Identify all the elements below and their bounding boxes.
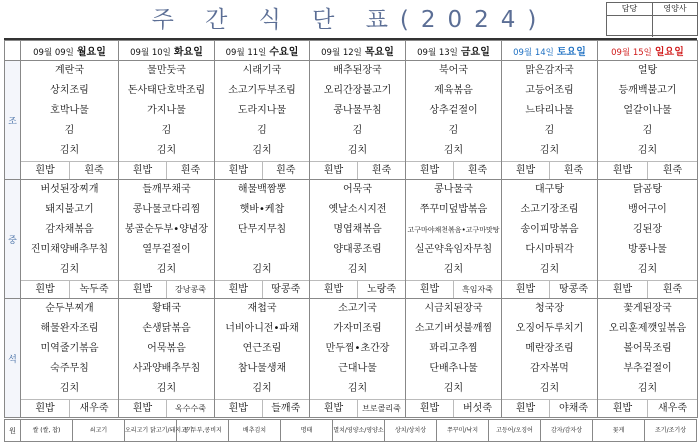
dish-item: 호박나물 xyxy=(50,105,89,116)
day-weekday: 금요일 xyxy=(460,47,490,58)
origin-cell: 쇠고기 xyxy=(73,420,125,442)
dish-item: 김치 xyxy=(347,264,368,275)
dish-item: 김치 xyxy=(539,264,560,275)
rice-item: 흰밥 xyxy=(228,403,248,414)
origin-cell: 명태 xyxy=(281,420,333,442)
menu-cell xyxy=(502,299,598,418)
dish-item: 감자볶먹 xyxy=(530,363,569,374)
dish-item: 북어국 xyxy=(439,65,468,76)
approval-signature-dietitian xyxy=(652,15,697,37)
rice-porridge-row xyxy=(119,280,214,298)
dish-item: 김치 xyxy=(347,145,368,156)
origin-cell: 멸치/영양소/영양소 xyxy=(333,420,385,442)
day-weekday: 일요일 xyxy=(654,47,684,58)
dish-item: 등깨백불고기 xyxy=(618,85,677,96)
dish-item: 볼어묵조림 xyxy=(623,343,672,354)
porridge-item: 야채죽 xyxy=(549,400,597,417)
dish-item: 김치 xyxy=(59,264,80,275)
rice-item: 흰밥 xyxy=(228,284,248,295)
rice-porridge-row xyxy=(406,280,501,298)
menu-cell xyxy=(310,61,406,180)
day-date: 09월 11일 xyxy=(225,48,267,58)
menu-cell xyxy=(502,61,598,180)
origin-cell: 고등어/오징어 xyxy=(489,420,541,442)
menu-cell xyxy=(502,180,598,299)
dish-item: 소고기두부조림 xyxy=(228,85,296,96)
menu-cell xyxy=(21,180,119,299)
dish-item: 제육볶음 xyxy=(434,85,473,96)
rice-item: 흰밥 xyxy=(419,165,440,176)
menu-cell xyxy=(406,61,502,180)
rice-porridge-row xyxy=(119,399,214,417)
dish-item: 고등어조림 xyxy=(525,85,574,96)
dish-item: 청국장 xyxy=(535,303,564,314)
porridge-item: 흰죽 xyxy=(549,162,597,179)
rice-porridge-row xyxy=(502,399,597,417)
rice-item: 흰밥 xyxy=(612,165,633,176)
rice-item: 흰밥 xyxy=(515,165,536,176)
day-date: 09월 10일 xyxy=(130,48,171,58)
rice-item: 흰밥 xyxy=(35,165,55,176)
dish-item: 진미채양배추무침 xyxy=(30,244,109,255)
dish-item: 손생닭볶음 xyxy=(142,323,191,334)
dish-item: 상추겉절이 xyxy=(429,105,478,116)
dish-item: 김치 xyxy=(156,145,177,156)
dish-item: 소고기장조림 xyxy=(520,204,579,215)
porridge-item: 노랑죽 xyxy=(357,281,405,298)
rice-porridge-row xyxy=(21,161,118,179)
dish-item: 김 xyxy=(544,125,555,136)
origin-cell: 쭈꾸미/낙지 xyxy=(437,420,489,442)
origin-label: 원 xyxy=(5,420,21,442)
dish-item: 꽃게된장국 xyxy=(623,303,672,314)
dish-item: 감자채볶음 xyxy=(45,224,94,235)
dish-item: 콩나물국 xyxy=(434,184,473,195)
dish-item: 김치 xyxy=(637,145,658,156)
dish-item: 방풍나물 xyxy=(628,244,667,255)
dish-item: 대구탕 xyxy=(535,184,564,195)
menu-cell xyxy=(21,299,119,418)
rice-item: 흰밥 xyxy=(228,165,248,176)
rice-porridge-row xyxy=(21,399,118,417)
menu-cell xyxy=(215,180,310,299)
meal-label: 석 xyxy=(5,299,21,418)
dish-item: 숙주무침 xyxy=(50,363,89,374)
dish-item: 김 xyxy=(642,125,653,136)
porridge-item: 새우죽 xyxy=(647,400,697,417)
rice-porridge-row xyxy=(310,399,405,417)
menu-cell xyxy=(598,61,698,180)
day-header-6 xyxy=(598,41,698,61)
dish-item: 오리간장불고기 xyxy=(323,85,392,96)
dish-item: 꽈리고추찜 xyxy=(429,343,478,354)
menu-cell xyxy=(310,180,406,299)
dish-item: 미역줄기볶음 xyxy=(40,343,99,354)
dish-item: 봉골순두부•양념장 xyxy=(124,224,209,235)
rice-item: 흰밥 xyxy=(35,403,55,414)
dish-item: 김치 xyxy=(539,145,560,156)
dish-item: 다시마튀각 xyxy=(525,244,574,255)
day-date: 09월 15일 xyxy=(611,48,652,58)
origin-cell: 조기/조기상 xyxy=(645,420,697,442)
porridge-item: 버섯죽 xyxy=(453,400,501,417)
dish-item: 참나물생채 xyxy=(237,363,287,374)
porridge-item: 들깨죽 xyxy=(262,400,310,417)
origin-cell: 쌀 (쌀, 찹) xyxy=(21,420,73,442)
day-header-2 xyxy=(215,41,310,61)
dish-item: 김치 xyxy=(59,145,80,156)
dish-item: 해물완자조림 xyxy=(40,323,99,334)
menu-cell xyxy=(598,180,698,299)
dish-item: 김치 xyxy=(347,383,368,394)
menu-cell xyxy=(598,299,698,418)
origin-cell: 감자/감자상 xyxy=(541,420,593,442)
dish-item: 부추겉절이 xyxy=(623,363,672,374)
day-header-5 xyxy=(502,41,598,61)
approval-label-staff: 담당 xyxy=(621,4,638,13)
porridge-item: 흰죽 xyxy=(69,162,118,179)
porridge-item: 땅콩죽 xyxy=(549,281,597,298)
porridge-item: 흰죽 xyxy=(453,162,501,179)
rice-porridge-row xyxy=(502,280,597,298)
rice-item: 흰밥 xyxy=(132,165,153,176)
rice-item: 흰밥 xyxy=(132,403,153,414)
porridge-item: 흰죽 xyxy=(647,281,697,298)
rice-item: 흰밥 xyxy=(132,284,153,295)
origin-cell: 상치/상치상 xyxy=(385,420,437,442)
dish-item: 시금치된장국 xyxy=(424,303,483,314)
menu-cell xyxy=(119,299,215,418)
dish-item: 송이피망볶음 xyxy=(520,224,579,235)
dish-item: 김치 xyxy=(156,383,177,394)
dish-item: 김치 xyxy=(637,264,658,275)
porridge-item: 브로콜리죽 xyxy=(357,400,405,417)
dish-item: 시래기국 xyxy=(242,65,282,76)
day-weekday: 목요일 xyxy=(364,47,394,58)
dish-item: 근대나물 xyxy=(338,363,377,374)
porridge-item: 땅콩죽 xyxy=(262,281,310,298)
dish-item: 재첩국 xyxy=(247,303,277,314)
dish-item xyxy=(215,240,309,260)
approval-label-dietitian: 영양사 xyxy=(652,3,697,15)
origin-cell: 오리고기 닭고기/돼지고기 xyxy=(125,420,177,442)
day-header-4 xyxy=(406,41,502,61)
porridge-item: 흰죽 xyxy=(647,162,697,179)
origin-cell: 배추김치 xyxy=(229,420,281,442)
dish-item: 메란장조림 xyxy=(525,343,574,354)
dish-item: 돼지불고기 xyxy=(45,204,94,215)
dish-item: 실곤약육임자무침 xyxy=(414,244,493,255)
dish-item: 열무겉절이 xyxy=(142,244,191,255)
rice-item: 흰밥 xyxy=(612,403,633,414)
dish-item: 김 xyxy=(448,125,459,136)
dish-item: 들깨무채국 xyxy=(142,184,191,195)
menu-cell xyxy=(119,180,215,299)
dish-item: 김치 xyxy=(539,383,560,394)
dish-item: 느타리나물 xyxy=(525,105,574,116)
dish-item: 계란국 xyxy=(55,65,84,76)
porridge-item: 녹두죽 xyxy=(69,281,118,298)
rice-item: 흰밥 xyxy=(515,284,536,295)
menu-cell xyxy=(119,61,215,180)
dish-item: 김치 xyxy=(443,383,464,394)
rice-porridge-row xyxy=(215,161,309,179)
dish-item: 배추된장국 xyxy=(333,65,382,76)
rice-porridge-row xyxy=(406,161,501,179)
dish-item: 너비아니전•파채 xyxy=(225,323,299,334)
weekly-menu-table xyxy=(4,38,697,445)
dish-item: 단배추나물 xyxy=(429,363,478,374)
dish-item: 김치 xyxy=(156,264,177,275)
meal-label: 중 xyxy=(5,180,21,299)
dish-item: 뱅어구이 xyxy=(628,204,667,215)
rice-item: 흰밥 xyxy=(323,403,344,414)
menu-cell xyxy=(310,299,406,418)
dish-item: 황태국 xyxy=(152,303,181,314)
dish-item: 단무지무침 xyxy=(237,224,287,235)
rice-item: 흰밥 xyxy=(419,403,440,414)
rice-porridge-row xyxy=(119,161,214,179)
dish-item: 오징어두루치기 xyxy=(515,323,584,334)
dish-item: 얼갈이나물 xyxy=(623,105,672,116)
dish-item: 가자미조림 xyxy=(333,323,382,334)
rice-porridge-row xyxy=(598,280,697,298)
dish-item: 오리훈제깻잎볶음 xyxy=(608,323,687,334)
day-header-1 xyxy=(119,41,215,61)
dish-item: 소고기버섯불깨찜 xyxy=(414,323,493,334)
day-date: 09월 14일 xyxy=(513,48,554,58)
day-weekday: 수요일 xyxy=(269,47,299,58)
dish-item: 김치 xyxy=(252,383,272,394)
menu-cell xyxy=(215,61,310,180)
menu-cell xyxy=(406,299,502,418)
dish-item: 상치조림 xyxy=(50,85,89,96)
menu-cell xyxy=(215,299,310,418)
dish-item: 얼탕 xyxy=(637,65,658,76)
rice-porridge-row xyxy=(502,161,597,179)
corner-cell xyxy=(5,41,21,61)
dish-item: 해물백짬뽕 xyxy=(237,184,287,195)
dish-item: 쭈꾸미덮밥볶음 xyxy=(419,204,488,215)
dish-item: 맑은감자국 xyxy=(525,65,574,76)
dish-item: 깅된장 xyxy=(633,224,662,235)
dish-item: 김치 xyxy=(59,383,80,394)
dish-item: 도라지나물 xyxy=(237,105,287,116)
rice-item: 흰밥 xyxy=(323,165,344,176)
dish-item: 사과양배추무침 xyxy=(132,363,201,374)
meal-row xyxy=(5,299,698,418)
meal-row xyxy=(5,180,698,299)
dish-item: 콩나물코다리찜 xyxy=(132,204,201,215)
rice-porridge-row xyxy=(310,280,405,298)
dish-item: 김치 xyxy=(637,383,658,394)
dish-item: 어묵볶음 xyxy=(147,343,186,354)
rice-porridge-row xyxy=(215,399,309,417)
porridge-item: 흰죽 xyxy=(166,162,214,179)
day-weekday: 월요일 xyxy=(76,47,106,58)
dish-item: 순두부찌개 xyxy=(45,303,94,314)
dish-item: 명엽채볶음 xyxy=(333,224,382,235)
dish-item: 김 xyxy=(352,125,363,136)
day-weekday: 화요일 xyxy=(173,47,203,58)
dish-item: 어묵국 xyxy=(343,184,372,195)
dish-item: 양대콩조림 xyxy=(333,244,382,255)
porridge-item: 흑임자죽 xyxy=(453,281,501,298)
rice-porridge-row xyxy=(598,161,697,179)
porridge-item: 흰죽 xyxy=(357,162,405,179)
dish-item: 햇바•케찹 xyxy=(239,204,285,215)
dish-item: 김 xyxy=(257,125,267,136)
rice-porridge-row xyxy=(598,399,697,417)
origin-cell: 콩 두부,콩비지 xyxy=(177,420,229,442)
rice-item: 흰밥 xyxy=(612,284,633,295)
porridge-item: 새우죽 xyxy=(69,400,118,417)
dish-item: 연근조림 xyxy=(242,343,282,354)
origin-cell: 꽃게 xyxy=(593,420,645,442)
rice-porridge-row xyxy=(310,161,405,179)
day-header-0 xyxy=(21,41,119,61)
approval-box xyxy=(606,2,698,36)
meal-label: 조 xyxy=(5,61,21,180)
dish-item: 물만둣국 xyxy=(147,65,186,76)
page-title: 주 간 식 단 표(2024) xyxy=(151,7,549,33)
dish-item: 콩나물무침 xyxy=(333,105,382,116)
rice-porridge-row xyxy=(21,280,118,298)
rice-item: 흰밥 xyxy=(419,284,440,295)
menu-cell xyxy=(21,61,119,180)
dish-item: 김 xyxy=(161,125,172,136)
dish-item: 가지나물 xyxy=(147,105,186,116)
rice-porridge-row xyxy=(406,399,501,417)
dish-item: 김 xyxy=(64,125,75,136)
dish-item: 버섯된장찌개 xyxy=(40,184,99,195)
dish-item: 만두찜•초간장 xyxy=(325,343,390,354)
dish-item: 김치 xyxy=(252,145,272,156)
rice-item: 흰밥 xyxy=(35,284,55,295)
porridge-item: 강낭콩죽 xyxy=(166,281,214,298)
dish-item: 소고기국 xyxy=(338,303,377,314)
day-date: 09월 12일 xyxy=(321,48,362,58)
dish-item: 김치 xyxy=(252,264,272,275)
day-weekday: 토요일 xyxy=(556,47,586,58)
approval-signature-staff xyxy=(607,15,652,37)
rice-porridge-row xyxy=(215,280,309,298)
day-header-3 xyxy=(310,41,406,61)
dish-item: 김치 xyxy=(443,145,464,156)
porridge-item: 흰죽 xyxy=(262,162,310,179)
rice-item: 흰밥 xyxy=(515,403,536,414)
rice-item: 흰밥 xyxy=(323,284,344,295)
dish-item: 돈사태단호박조림 xyxy=(127,85,206,96)
dish-item: 김치 xyxy=(443,264,464,275)
dish-item: 고구마야채천볶음•고구마맛탕 xyxy=(407,226,500,234)
day-date: 09월 13일 xyxy=(417,48,458,58)
porridge-item: 옥수수죽 xyxy=(166,400,214,417)
dish-item: 옛날소시지전 xyxy=(328,204,387,215)
meal-row xyxy=(5,61,698,180)
dish-item: 닭곰탕 xyxy=(633,184,662,195)
day-date: 09월 09일 xyxy=(33,48,74,58)
menu-cell xyxy=(406,180,502,299)
